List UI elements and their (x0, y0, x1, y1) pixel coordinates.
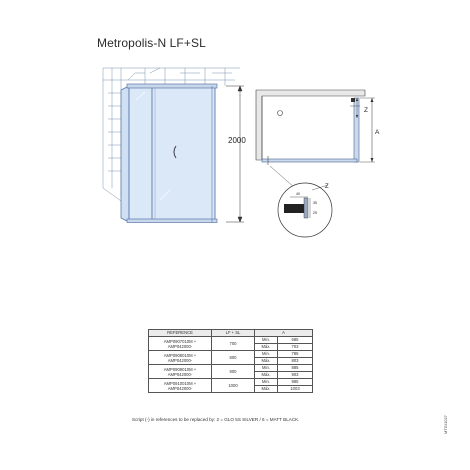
lf-cell: 700 (212, 337, 255, 351)
header-lf-sl: LF + SL (212, 330, 255, 337)
height-label: 2000 (228, 136, 246, 145)
header-reference: REFERENCE (149, 330, 212, 337)
max-label: Máx. (255, 386, 278, 393)
max-value: 903 (278, 372, 313, 379)
product-title: Metropolis-N LF+SL (97, 36, 206, 50)
height-dimension (226, 86, 244, 222)
reference-cell: AMP0910010M + AMP042000- (149, 379, 212, 393)
lf-cell: 900 (212, 365, 255, 379)
lf-cell: 1000 (212, 379, 255, 393)
table-header-row (149, 330, 313, 337)
plan-width-label: A (375, 129, 380, 136)
detail-label-25: 25 (313, 211, 317, 215)
min-value: 785 (278, 351, 313, 358)
max-value: 703 (278, 344, 313, 351)
min-label: Min. (255, 351, 278, 358)
header-a: A (255, 330, 313, 337)
lf-cell: 800 (212, 351, 255, 365)
table-row (149, 351, 313, 358)
document-code: MTG/1027 (443, 415, 448, 434)
min-label: Min. (255, 365, 278, 372)
reference-footnote: Script (-) in references to be replaced by: 2 = GLO 5S SILVER / 6 = MATT BLACK. (132, 417, 300, 422)
detail-z-label: Z (325, 184, 329, 190)
max-value: 803 (278, 358, 313, 365)
table-row (149, 337, 313, 344)
min-value: 885 (278, 365, 313, 372)
min-value: 685 (278, 337, 313, 344)
reference-cell: AMP0908010M + AMP042000- (149, 351, 212, 365)
max-label: Máx. (255, 372, 278, 379)
min-value: 985 (278, 379, 313, 386)
table-row (149, 379, 313, 386)
reference-cell: AMP0907010M + AMP042000- (149, 337, 212, 351)
detail-leader (270, 166, 295, 188)
table-row (149, 365, 313, 372)
detail-label-40: 40 (296, 192, 300, 196)
max-label: Máx. (255, 344, 278, 351)
reference-cell: AMP0909010M + AMP042000- (149, 365, 212, 379)
dimensions-table (148, 329, 313, 393)
plan-depth-label: Z (364, 107, 368, 114)
min-label: Min. (255, 379, 278, 386)
max-label: Máx. (255, 358, 278, 365)
min-label: Min. (255, 337, 278, 344)
shower-enclosure (121, 84, 217, 223)
detail-label-35: 35 (313, 201, 317, 205)
detail-view (278, 183, 332, 237)
plan-view (256, 90, 375, 165)
max-value: 1003 (278, 386, 313, 393)
